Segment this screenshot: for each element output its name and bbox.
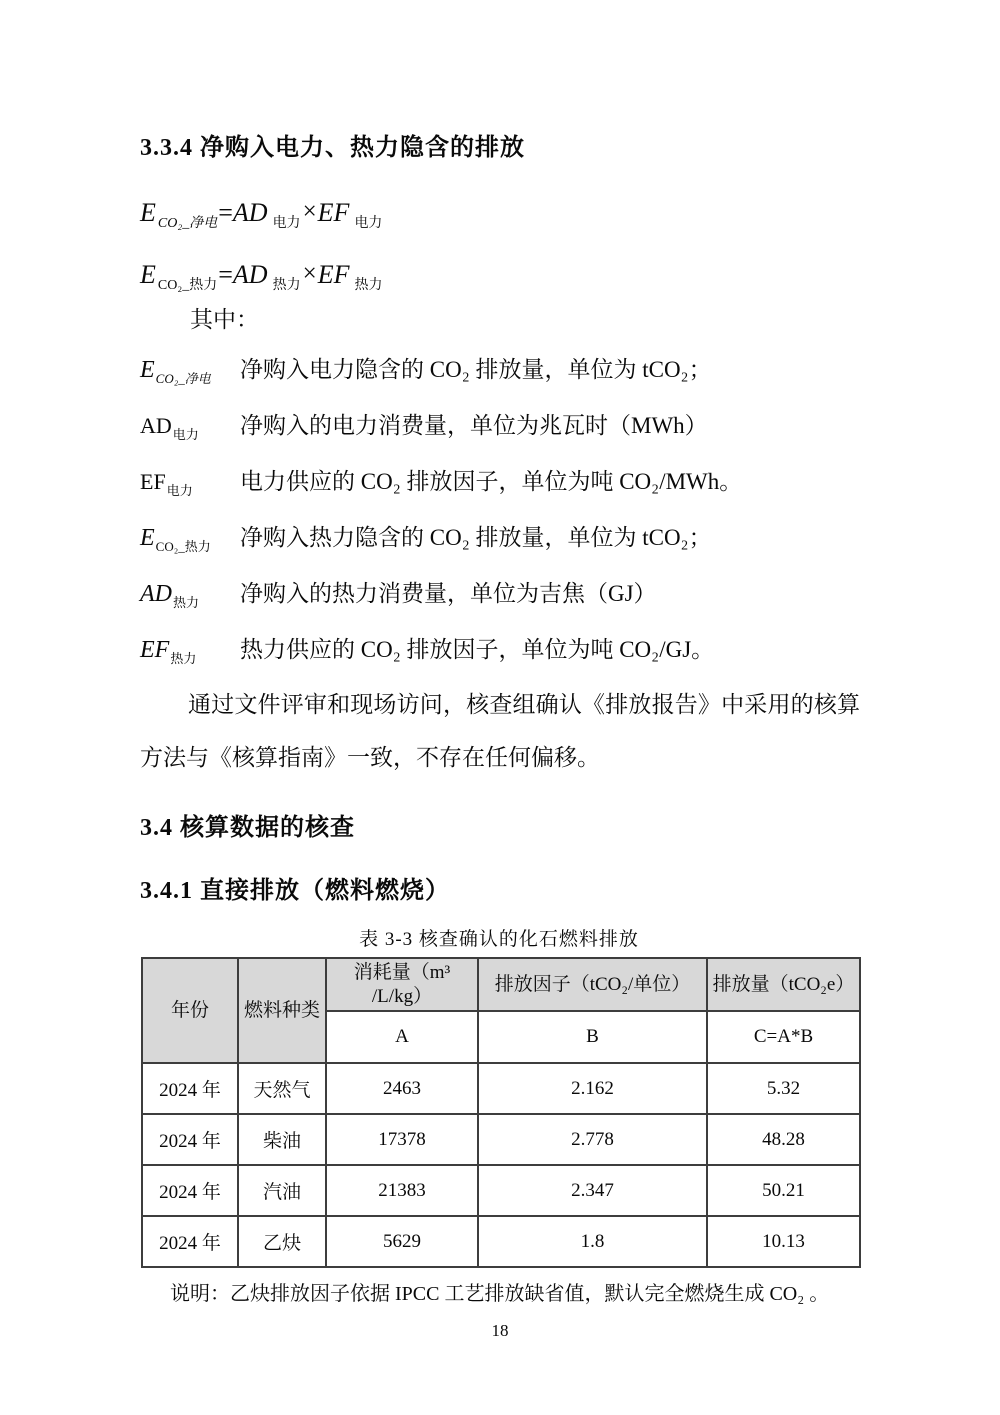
page-content <box>0 133 1000 1341</box>
cell-factor: 2.162 <box>478 1063 707 1114</box>
cell-year: 2024 年 <box>142 1114 238 1165</box>
subheader-c: C=A*B <box>707 1011 860 1063</box>
equals-sign: = <box>218 198 233 227</box>
table-header-row <box>142 958 860 1011</box>
definition-description: 电力供应的 CO₂ 排放因子，单位为吨 CO₂/MWh。 <box>240 469 743 494</box>
term-subscript: CO₂_净电 <box>155 371 211 386</box>
definition-term <box>140 410 240 445</box>
col-header-emission-amount: 排放量（tCO₂e） <box>707 958 860 1011</box>
cell-fuel: 乙炔 <box>238 1216 326 1267</box>
col-header-consumption-line1: 消耗量（m³ <box>353 961 451 983</box>
term-subscript: 热力 <box>170 651 197 666</box>
term-subscript: CO₂_热力 <box>155 539 211 554</box>
formula-symbol-e: E <box>140 260 156 289</box>
formula-subscript: 电力 <box>272 216 301 231</box>
definition-ef-heat <box>140 634 860 669</box>
subheader-b: B <box>478 1011 707 1063</box>
definition-ad-heat <box>140 578 860 613</box>
formula-subscript: 电力 <box>354 216 383 231</box>
definition-e-net-electricity <box>140 354 860 389</box>
multiply-sign: × <box>302 260 317 287</box>
cell-factor: 2.778 <box>478 1114 707 1165</box>
where-label: 其中： <box>190 307 259 332</box>
cell-factor: 2.347 <box>478 1165 707 1216</box>
term-subscript: 热力 <box>173 595 200 610</box>
col-header-year: 年份 <box>142 958 238 1063</box>
subheader-a: A <box>326 1011 478 1063</box>
formula-net-heat <box>140 259 860 296</box>
definition-description: 净购入热力隐含的 CO₂ 排放量，单位为 tCO₂； <box>240 525 712 550</box>
definition-term <box>140 522 240 557</box>
definition-description: 净购入电力隐含的 CO₂ 排放量，单位为 tCO₂； <box>240 357 712 382</box>
definition-term <box>140 354 240 389</box>
table-note: 说明：乙炔排放因子依据 IPCC 工艺排放缺省值，默认完全燃烧生成 CO₂ 。 <box>170 1283 830 1305</box>
table-row-acetylene <box>142 1216 860 1267</box>
page-number: 18 <box>491 1321 509 1340</box>
cell-emission: 10.13 <box>707 1216 860 1267</box>
formula-symbol-ef: EF <box>317 198 350 227</box>
formula-subscript: CO₂_热力 <box>157 278 218 293</box>
multiply-sign: × <box>302 198 317 225</box>
table-row-gasoline <box>142 1165 860 1216</box>
cell-year: 2024 年 <box>142 1216 238 1267</box>
term-subscript: 电力 <box>172 427 199 442</box>
equals-sign: = <box>218 260 233 289</box>
conclusion-paragraph: 通过文件评审和现场访问，核查组确认《排放报告》中采用的核算方法与《核算指南》一致，不存在任何偏移。 <box>140 692 860 770</box>
cell-fuel: 天然气 <box>238 1063 326 1114</box>
term-symbol: EF <box>140 469 166 494</box>
cell-emission: 5.32 <box>707 1063 860 1114</box>
term-symbol: E <box>140 525 155 551</box>
col-header-consumption <box>326 958 478 1011</box>
term-symbol: AD <box>140 413 172 438</box>
definition-description: 热力供应的 CO₂ 排放因子，单位为吨 CO₂/GJ。 <box>240 637 715 662</box>
cell-consumption: 2463 <box>326 1063 478 1114</box>
formula-subscript: 热力 <box>272 278 301 293</box>
heading-3-4: 3.4 核算数据的核查 <box>140 815 355 841</box>
cell-consumption: 21383 <box>326 1165 478 1216</box>
col-header-consumption-line2: /L/kg） <box>371 985 433 1007</box>
col-header-fuel-type: 燃料种类 <box>238 958 326 1063</box>
definition-term <box>140 578 240 613</box>
cell-emission: 48.28 <box>707 1114 860 1165</box>
formula-symbol-ef: EF <box>317 260 350 289</box>
formula-symbol-ad: AD <box>232 260 268 289</box>
term-symbol: AD <box>140 581 172 607</box>
formula-symbol-e: E <box>140 198 156 227</box>
definition-description: 净购入的热力消费量，单位为吉焦（GJ） <box>240 581 657 606</box>
table-caption: 表 3-3 核查确认的化石燃料排放 <box>359 929 639 950</box>
fuel-emissions-table <box>141 957 861 1268</box>
definition-term <box>140 466 240 501</box>
heading-3-3-4: 3.3.4 净购入电力、热力隐含的排放 <box>140 135 525 161</box>
formula-subscript: 热力 <box>354 278 383 293</box>
heading-3-4-1: 3.4.1 直接排放（燃料燃烧） <box>140 878 450 904</box>
term-subscript: 电力 <box>166 483 193 498</box>
col-header-emission-factor: 排放因子（tCO₂/单位） <box>478 958 707 1011</box>
definition-ef-electricity <box>140 466 860 501</box>
cell-year: 2024 年 <box>142 1165 238 1216</box>
definition-description: 净购入的电力消费量，单位为兆瓦时（MWh） <box>240 413 708 438</box>
cell-fuel: 柴油 <box>238 1114 326 1165</box>
definition-ad-electricity <box>140 410 860 445</box>
cell-consumption: 5629 <box>326 1216 478 1267</box>
table-row-diesel <box>142 1114 860 1165</box>
formula-symbol-ad: AD <box>232 198 268 227</box>
formula-subscript: CO₂_净电 <box>157 216 218 231</box>
cell-fuel: 汽油 <box>238 1165 326 1216</box>
cell-factor: 1.8 <box>478 1216 707 1267</box>
cell-consumption: 17378 <box>326 1114 478 1165</box>
term-symbol: E <box>140 357 155 383</box>
term-symbol: EF <box>140 637 170 663</box>
cell-year: 2024 年 <box>142 1063 238 1114</box>
definition-e-net-heat <box>140 522 860 557</box>
cell-emission: 50.21 <box>707 1165 860 1216</box>
definition-term <box>140 634 240 669</box>
formula-net-electricity <box>140 197 860 234</box>
table-row-natural-gas <box>142 1063 860 1114</box>
